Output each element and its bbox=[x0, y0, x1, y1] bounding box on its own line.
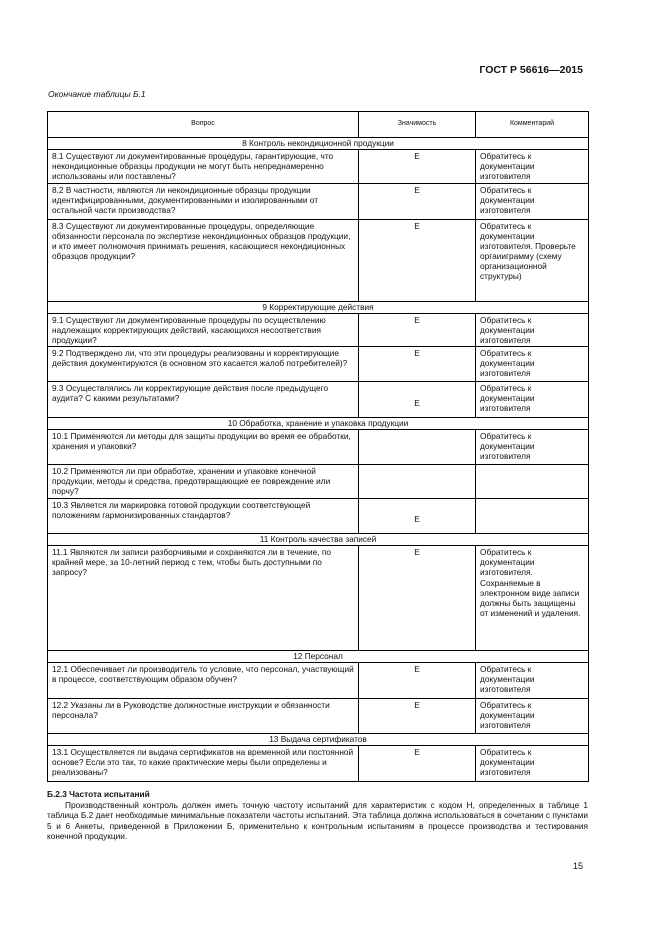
comment-cell: Обратитесь к документации изготовителя bbox=[476, 746, 589, 782]
section-title: 10 Обработка, хранение и упаковка продукции bbox=[48, 418, 589, 430]
significance-cell bbox=[359, 465, 476, 499]
questionnaire-table bbox=[47, 111, 589, 782]
section-row bbox=[48, 418, 589, 430]
question-cell: 12.1 Обеспечивает ли производитель то условие, что персонал, участвующий в процессе, соответствующим образом обучен? bbox=[48, 663, 359, 699]
significance-cell: E bbox=[359, 382, 476, 418]
question-cell: 10.2 Применяются ли при обработке, хранении и упаковке конечной продукции, методы и средства, предотвращающие ее повреждение или порчу? bbox=[48, 465, 359, 499]
table-row bbox=[48, 663, 589, 699]
question-cell: 12.2 Указаны ли в Руководстве должностные инструкции и обязанности персонала? bbox=[48, 699, 359, 734]
section-row bbox=[48, 734, 589, 746]
comment-cell: Обратитесь к документации изготовителя bbox=[476, 699, 589, 734]
question-cell: 9.2 Подтверждено ли, что эти процедуры реализованы и корректирующие действия документируются (в основном это касается жалоб потребителей)? bbox=[48, 347, 359, 382]
table-row bbox=[48, 184, 589, 220]
question-cell: 8.3 Существуют ли документированные процедуры, определяющие обязанности персонала по экспертизе некондиционных образцов продукции, и кто имеет полномочия принимать решения, касающиеся некондиционных образцов продукции? bbox=[48, 220, 359, 302]
significance-cell: E bbox=[359, 220, 476, 302]
section-heading: Б.2.3 Частота испытаний bbox=[47, 789, 150, 799]
comment-cell: Обратитесь к документации изготовителя bbox=[476, 382, 589, 418]
significance-cell: E bbox=[359, 150, 476, 184]
significance-cell bbox=[359, 430, 476, 465]
section-title: 9 Корректирующие действия bbox=[48, 302, 589, 314]
comment-cell: Обратитесь к документации изготовителя. Сохраняемые в электронном виде записи должны быть защищены от изменений и удаления. bbox=[476, 546, 589, 651]
section-title: 13 Выдача сертификатов bbox=[48, 734, 589, 746]
section-row bbox=[48, 651, 589, 663]
question-cell: 10.3 Является ли маркировка готовой продукции соответствующей положениям гармонизированных стандартов? bbox=[48, 499, 359, 534]
table-row bbox=[48, 347, 589, 382]
table-header-row bbox=[48, 112, 589, 138]
table-row bbox=[48, 465, 589, 499]
question-cell: 10.1 Применяются ли методы для защиты продукции во время ее обработки, хранения и упаковки? bbox=[48, 430, 359, 465]
page-number: 15 bbox=[572, 861, 583, 871]
question-cell: 13.1 Осуществляется ли выдача сертификатов на временной или постоянной основе? Если это так, то какие практические меры были определены и реализованы? bbox=[48, 746, 359, 782]
table-row bbox=[48, 220, 589, 302]
section-title: 8 Контроль некондиционной продукции bbox=[48, 138, 589, 150]
section-row bbox=[48, 534, 589, 546]
comment-cell: Обратитесь к документации изготовителя bbox=[476, 347, 589, 382]
column-significance: Значимость bbox=[359, 112, 476, 138]
column-comment: Комментарий bbox=[476, 112, 589, 138]
comment-cell bbox=[476, 499, 589, 534]
comment-cell bbox=[476, 465, 589, 499]
section-row bbox=[48, 138, 589, 150]
comment-cell: Обратитесь к документации изготовителя bbox=[476, 150, 589, 184]
table-row bbox=[48, 546, 589, 651]
significance-cell: E bbox=[359, 699, 476, 734]
table-caption: Окончание таблицы Б.1 bbox=[48, 89, 146, 99]
question-cell: 11.1 Являются ли записи разборчивыми и сохраняются ли в течение, по крайней мере, за 10-летний период с тем, чтобы быть доступными по запросу? bbox=[48, 546, 359, 651]
significance-cell: E bbox=[359, 663, 476, 699]
section-title: 11 Контроль качества записей bbox=[48, 534, 589, 546]
table-row bbox=[48, 150, 589, 184]
document-code: ГОСТ Р 56616—2015 bbox=[479, 64, 583, 76]
table-row bbox=[48, 430, 589, 465]
body-paragraph: Производственный контроль должен иметь точную частоту испытаний для характеристик с кодом Н, определенных в таблице 1 таблица Б.2 дает необходимые минимальные показатели частоты испытаний. Эта таблица должна использоваться в сочетании с пунктами 5 и 6 Анкеты, приведенной в Приложении Б, применительно к контрольным испытаниям в процессе производства и тестирования конечной продукции. bbox=[47, 800, 588, 842]
significance-cell: E bbox=[359, 746, 476, 782]
table-row bbox=[48, 314, 589, 347]
comment-cell: Обратитесь к документации изготовителя bbox=[476, 184, 589, 220]
comment-cell: Обратитесь к документации изготовителя bbox=[476, 314, 589, 347]
table-row bbox=[48, 499, 589, 534]
significance-cell: E bbox=[359, 314, 476, 347]
column-question: Вопрос bbox=[48, 112, 359, 138]
question-cell: 9.1 Существуют ли документированные процедуры по осуществлению надлежащих корректирующих действий, касающихся несоответствия продукции? bbox=[48, 314, 359, 347]
comment-cell: Обратитесь к документации изготовителя bbox=[476, 663, 589, 699]
section-title: 12 Персонал bbox=[48, 651, 589, 663]
comment-cell: Обратитесь к документации изготовителя bbox=[476, 430, 589, 465]
section-row bbox=[48, 302, 589, 314]
significance-cell: E bbox=[359, 347, 476, 382]
question-cell: 8.2 В частности, являются ли некондиционные образцы продукции идентифицированными, документированными и изолированными от остальной части производства? bbox=[48, 184, 359, 220]
significance-cell: E bbox=[359, 546, 476, 651]
significance-cell: E bbox=[359, 184, 476, 220]
table-row bbox=[48, 699, 589, 734]
question-cell: 9.3 Осуществлялись ли корректирующие действия после предыдущего аудита? С какими результатами? bbox=[48, 382, 359, 418]
table-row bbox=[48, 382, 589, 418]
table-row bbox=[48, 746, 589, 782]
question-cell: 8.1 Существуют ли документированные процедуры, гарантирующие, что некондиционные образцы продукции не могут быть непреднамеренно использованы или поставлены? bbox=[48, 150, 359, 184]
significance-cell: E bbox=[359, 499, 476, 534]
comment-cell: Обратитесь к документации изготовителя. Проверьте оргаииграмму (схему организационной структуры) bbox=[476, 220, 589, 302]
